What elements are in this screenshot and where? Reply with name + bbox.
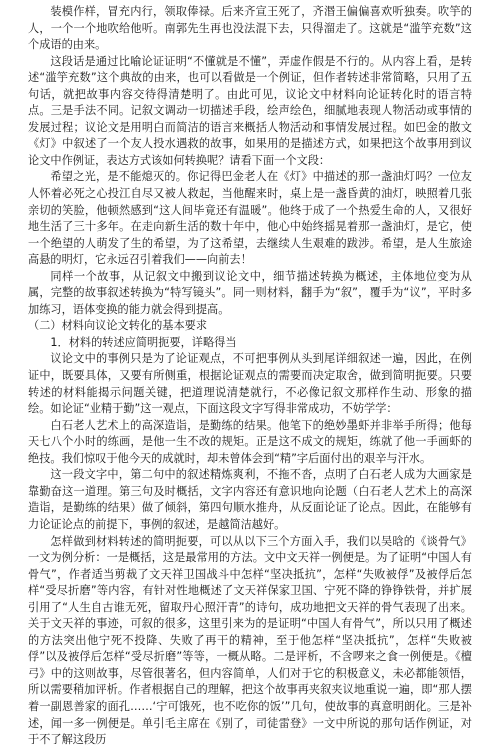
paragraph-5: 议论文中的事例只是为了论证观点，不可把事例从头到尾详细叙述一遍，因此，在例证中，既要具体，又要有所侧重，根据论证观点的需要而决定取舍，做到简明扼要。只要转述的材料能揭示问题关键，把道理说清楚就行，不必像记叙文那样作生动、形象的描绘。如论证“业精于勤”这一观点，下面这段文字写得非常成功，不妨学学：	[28, 352, 472, 416]
subsection-heading: 1．材料的转述应简明扼要，详略得当	[50, 335, 237, 349]
paragraph-1: 装模作样，冒充内行，领取俸禄。后来齐宣王死了，齐湣王偏偏喜欢听独奏。吹竽的人，一个一个地吹给他听。南郭先生再也没法混下去，只得溜走了。这就是“滥竽充数”这个成语的由来。	[28, 5, 472, 52]
paragraph-8: 怎样做到材料转述的简明扼要，可以从以下三个方面入手，我们以吴晗的《谈骨气》一文为例分析：一是概括，这是最常用的方法。文中文天祥一例便是。为了证明“中国人有骨气”，作者适当剪裁了文天祥卫国战斗中怎样“坚决抵抗”，怎样“失败被俘”及被俘后怎样“受尽折磨”等内容，有针对性地概述了文天祥保家卫国、宁死不降的铮铮铁骨，并扩展引用了“人生自古谁无死，留取丹心照汗青”的诗句，成功地把文天祥的骨气表现了出来。关于文天祥的事迹，可叙的很多，这里引来为的是证明“中国人有骨气”，所以只用了概述的方法突出他宁死不投降、失败了再干的精神，至于他怎样“坚决抵抗”，怎样“失败被俘”以及被俘后怎样“受尽折磨”等等，一概从略。二是评析，不含啰来之食一例便是。《檀弓》中的这则故事，尽管很著名，但内容简单，人们对于它的积极意义，未必都能领悟，所以需要稍加评析。作者根据自己的理解，把这个故事再夹叙夹议地重说一遍，即“那人摆着一副恩善家的面孔……‘宁可饿死，也不吃你的饭’”几句，使故事的真意明朗化。三是补述，闻一多一例便是。单引毛主席在《别了，司徒雷登》一文中所说的那句话作例证，对于不了解这段历	[28, 534, 472, 747]
paragraph-7: 这一段文字中，第二句中的叙述精炼爽利，不拖不沓，点明了白石老人成为大画家是靠勤奋这一道理。第三句及时概括，文字内容还有意识地向论题（白石老人艺术上的高深造诣，是勤练的结果）做了倾斜，第四句顺水推舟，从反面论证了论点。因此，在能够有力论证论点的前提下，事例的叙述，是越简洁越好。	[28, 468, 472, 531]
paragraph-3: 希望之光，是不能熄灭的。你记得巴金老人在《灯》中描述的那一盏油灯吗？一位友人怀着必死之心投江自尽又被人救起，当他醒来时，桌上是一盏昏黄的油灯，映照着几张亲切的笑脸，他顿然感到“这人间毕竟还有温暖”。他终于成了一个热爱生命的人，又很好地生活了三十多年。在走向新生活的数十年中，他心中始终摇晃着那一盏油灯，是它，使一个绝望的人萌发了生的希望，为了这希望，去继续人生艰难的跋涉。希望，是人生旅途高悬的明灯，它永远召引着我们——向前去！	[28, 170, 472, 267]
paragraph-2: 这段话是通过比喻论证证明“不懂就是不懂”，弄虚作假是不行的。从内容上看，是转述“滥竽充数”这个典故的由来，也可以看做是一个例证，但作者转述非常简略，只用了五句话，就把故事内容交待得清楚明了。由此可见，议论文中材料向论证转化时的语言特点。三是手法不同。记叙文调动一切描述手段，绘声绘色，细腻地表现人物活动或事情的发展过程；议论文是用明白而简洁的语言来概括人物活动和事情发展过程。如巴金的散文《灯》中叙述了一个友人投水遇救的故事，如果用的是描述方式，如果把这个故事用到议论文中作例证，表达方式该如何转换呢？请看下面一个文段：	[28, 54, 472, 167]
paragraph-6: 白石老人艺术上的高深造诣，是勤练的结果。他笔下的绝妙墨虾并非举手所得；他每天七八个小时的练画，是他一生不改的规矩。正是这不成文的规矩，练就了他一手画虾的绝技。我们惊叹于他今天的成就时，却未曾体会到“精”字后面付出的艰辛与汗水。	[28, 418, 472, 465]
section-heading: （二）材料向议论文转化的基本要求	[28, 319, 208, 333]
paragraph-4: 同样一个故事，从记叙文中搬到议论文中，细节描述转换为概述，主体地位变为从属，完整的故事叙述转换为“特写镜头”。同一则材料，翻手为“叙”，覆手为“议”，平时多加练习，语体变换的能力就会得到提高。	[28, 269, 472, 316]
